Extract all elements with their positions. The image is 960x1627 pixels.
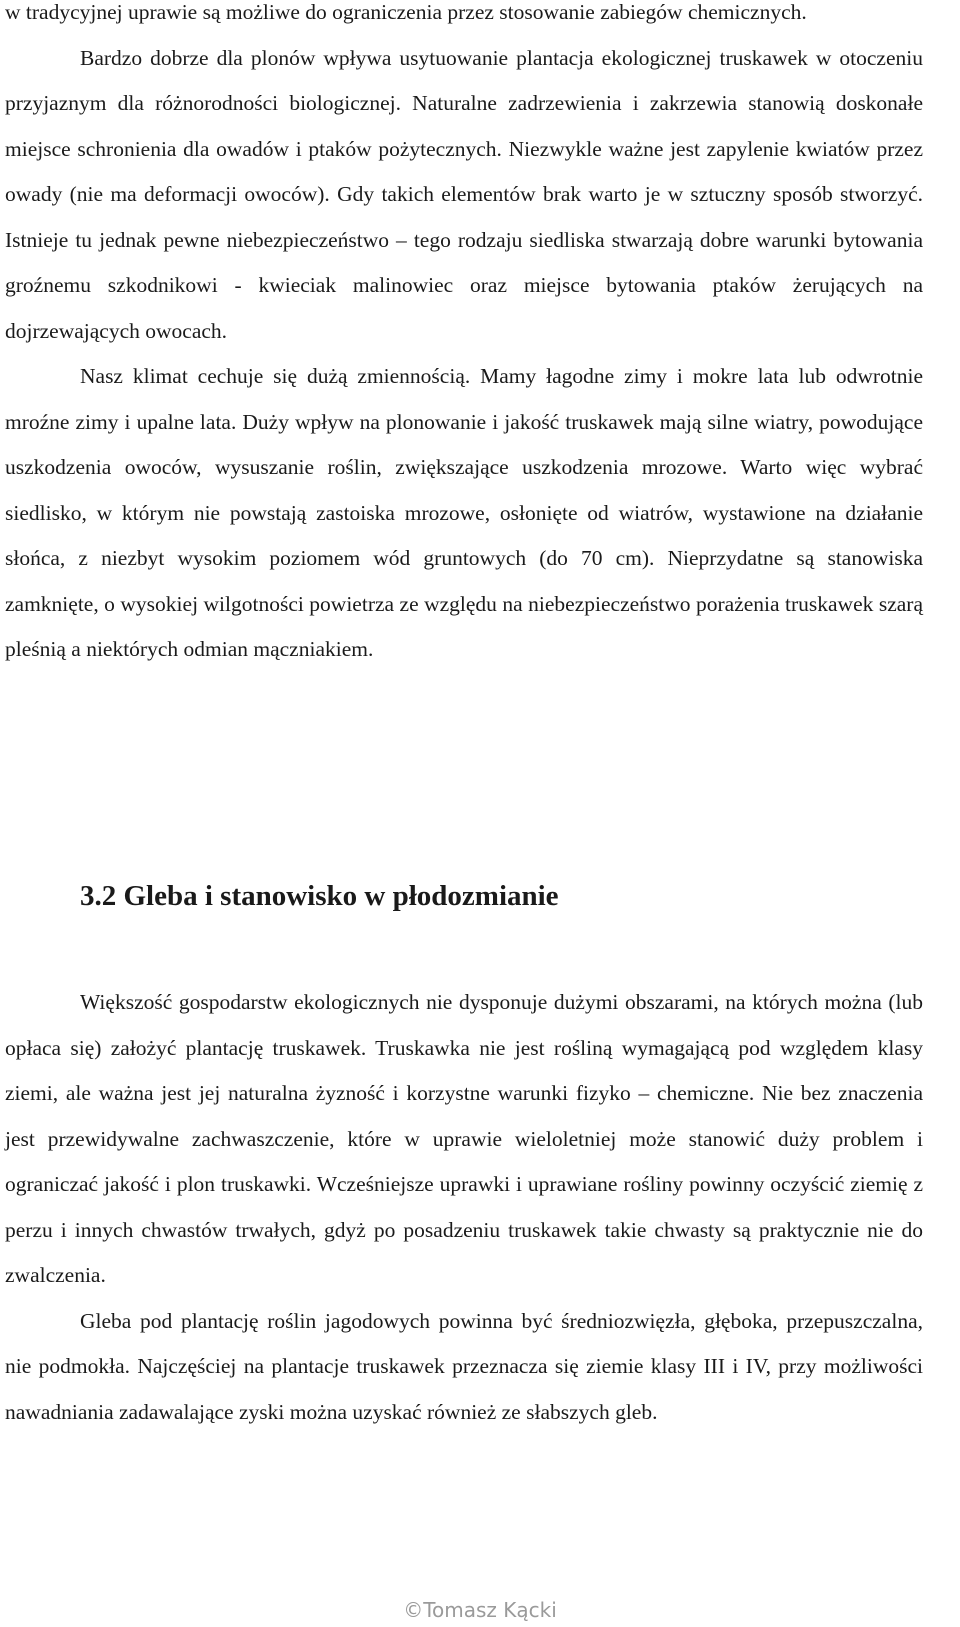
section-heading: 3.2 Gleba i stanowisko w płodozmianie <box>80 880 559 912</box>
text-block-top <box>5 0 923 673</box>
copyright-footer: ©Tomasz Kącki <box>403 1598 557 1622</box>
text-block-bottom <box>5 980 923 1435</box>
paragraph: Bardzo dobrze dla plonów wpływa usytuowanie plantacja ekologicznej truskawek w otoczeniu przyjaznym dla różnorodności biologicznej. Naturalne zadrzewienia i zakrzewia stanowią doskonałe miejsce schronienia dla owadów i ptaków pożytecznych. Niezwykle ważne jest zapylenie kwiatów przez owady (nie ma deformacji owoców). Gdy takich elementów brak warto je w sztuczny sposób stworzyć. Istnieje tu jednak pewne niebezpieczeństwo – tego rodzaju siedliska stwarzają dobre warunki bytowania groźnemu szkodnikowi - kwieciak malinowiec oraz miejsce bytowania ptaków żerujących na dojrzewających owocach. <box>5 45 923 343</box>
paragraph: w tradycyjnej uprawie są możliwe do ograniczenia przez stosowanie zabiegów chemicznych. <box>5 0 807 24</box>
paragraph: Większość gospodarstw ekologicznych nie dysponuje dużymi obszarami, na których można (lub opłaca się) założyć plantację truskawek. Truskawka nie jest rośliną wymagającą pod względem klasy ziemi, ale ważna jest jej naturalna żyzność i korzystne warunki fizyko – chemiczne. Nie bez znaczenia jest przewidywalne zachwaszczenie, które w uprawie wieloletniej może stanowić duży problem i ograniczać jakość i plon truskawki. Wcześniejsze uprawki i uprawiane rośliny powinny oczyścić ziemię z perzu i innych chwastów trwałych, gdyż po posadzeniu truskawek takie chwasty są praktycznie nie do zwalczenia. <box>5 990 923 1287</box>
paragraph: Nasz klimat cechuje się dużą zmiennością. Mamy łagodne zimy i mokre lata lub odwrotnie mroźne zimy i upalne lata. Duży wpływ na plonowanie i jakość truskawek mają silne wiatry, powodujące uszkodzenia owoców, wysuszanie roślin, zwiększające uszkodzenia mrozowe. Warto więc wybrać siedlisko, w którym nie powstają zastoiska mrozowe, osłonięte od wiatrów, wystawione na działanie słońca, z niezbyt wysokim poziomem wód gruntowych (do 70 cm). Nieprzydatne są stanowiska zamknięte, o wysokiej wilgotności powietrza ze względu na niebezpieczeństwo porażenia truskawek szarą pleśnią a niektórych odmian mączniakiem. <box>5 364 923 661</box>
paragraph: Gleba pod plantację roślin jagodowych powinna być średniozwięzła, głęboka, przepuszczalna, nie podmokła. Najczęściej na plantacje truskawek przeznacza się ziemie klasy III i IV, przy możliwości nawadniania zadawalające zyski można uzyskać również ze słabszych gleb. <box>5 1308 923 1424</box>
